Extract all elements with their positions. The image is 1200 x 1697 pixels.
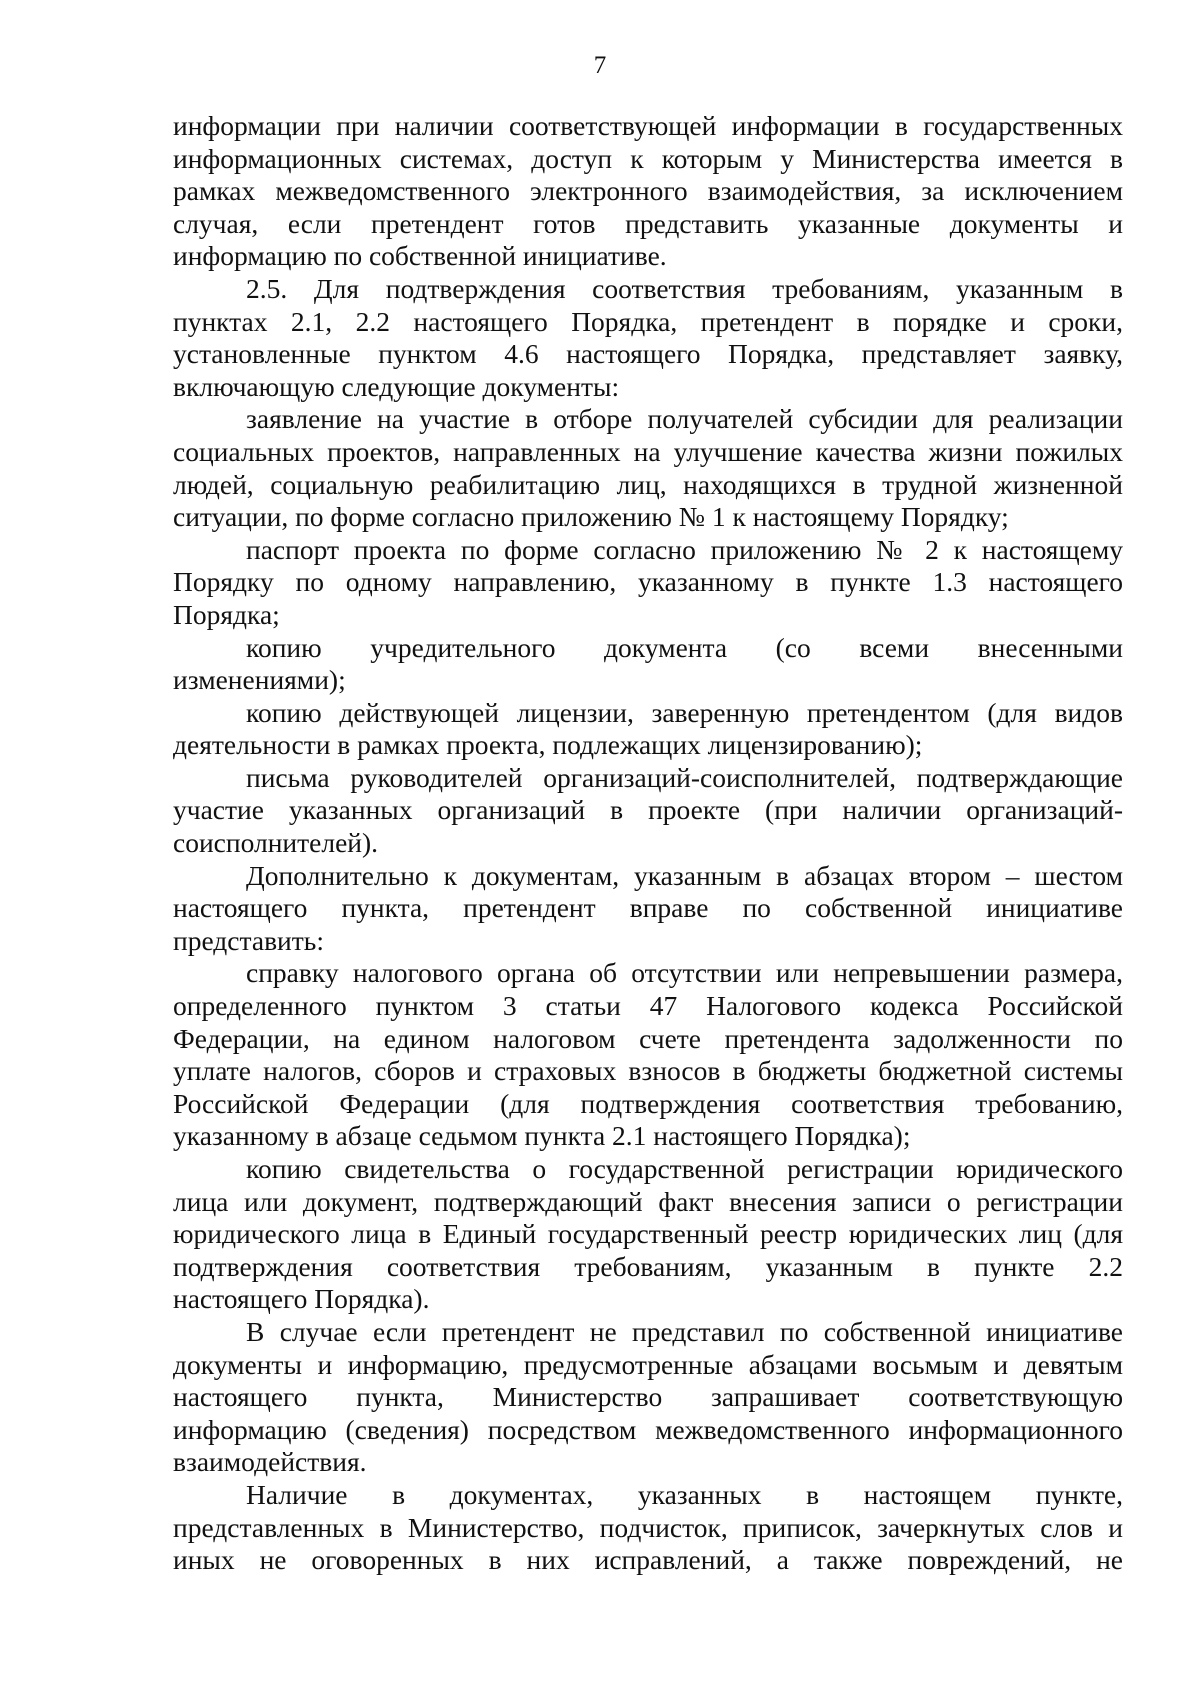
paragraph-line: соисполнителей).: [173, 827, 379, 859]
paragraph-line: рамках межведомственного электронного взаимодействия, за исключением: [173, 175, 1123, 207]
paragraph-line: копию свидетельства о государственной регистрации юридического: [246, 1153, 1123, 1184]
paragraph-line: информацию по собственной инициативе.: [173, 240, 667, 272]
paragraph-line: 2.5. Для подтверждения соответствия требованиям, указанным в: [246, 272, 1123, 304]
paragraph-line: Федерации, на едином налоговом счете претендента задолженности по: [173, 1022, 1123, 1054]
paragraph-line: В случае если претендент не представил по собственной инициативе: [246, 1315, 1123, 1347]
paragraph-line: паспорт проекта по форме согласно приложению № 2 к настоящему: [246, 533, 1123, 565]
paragraph-line: информационных системах, доступ к которым у Министерства имеется в: [173, 142, 1123, 174]
paragraph-line: подтверждения соответствия требованиям, указанным в пункте 2.2: [173, 1250, 1123, 1282]
paragraph: [173, 1316, 1123, 1479]
paragraph-line: письма руководителей организаций-соисполнителей, подтверждающие: [246, 761, 1123, 793]
paragraph: [173, 1479, 1123, 1577]
paragraph-line: настоящего Порядка).: [173, 1283, 430, 1315]
paragraph-line: ситуации, по форме согласно приложению № 1 к настоящему Порядку;: [173, 501, 1009, 533]
paragraph-line: представить:: [173, 924, 324, 956]
paragraph-line: информацию (сведения) посредством межведомственного информационного: [173, 1413, 1123, 1445]
paragraph-line: взаимодействия.: [173, 1446, 367, 1478]
paragraph-line: уплате налогов, сборов и страховых взносов в бюджеты бюджетной системы: [173, 1055, 1123, 1087]
paragraph: [173, 273, 1123, 403]
paragraph-line: деятельности в рамках проекта, подлежащих лицензированию);: [173, 729, 923, 761]
paragraph-line: справку налогового органа об отсутствии или непревышении размера,: [246, 957, 1123, 989]
paragraph-line: определенного пунктом 3 статьи 47 Налогового кодекса Российской: [173, 990, 1123, 1022]
paragraph-line: документы и информацию, предусмотренные абзацами восьмым и девятым: [173, 1348, 1123, 1380]
paragraph-line: заявление на участие в отборе получателей субсидии для реализации: [246, 403, 1123, 435]
paragraph: [173, 534, 1123, 632]
paragraph-line: указанному в абзаце седьмом пункта 2.1 настоящего Порядка);: [173, 1120, 911, 1152]
paragraph: [173, 762, 1123, 860]
paragraph-line: информации при наличии соответствующей информации в государственных: [173, 110, 1123, 141]
paragraph-line: Российской Федерации (для подтверждения соответствия требованию,: [173, 1087, 1123, 1119]
paragraph-line: копию действующей лицензии, заверенную претендентом (для видов: [246, 696, 1123, 728]
paragraph-line: копию учредительного документа (со всеми внесенными: [246, 631, 1123, 663]
paragraph-line: настоящего пункта, Министерство запрашивает соответствующую: [173, 1381, 1123, 1413]
paragraph: [173, 403, 1123, 533]
paragraph: [173, 632, 1123, 697]
paragraph-line: представленных в Министерство, подчисток, приписок, зачеркнутых слов и: [173, 1511, 1123, 1543]
paragraph: [173, 860, 1123, 958]
document-body: [173, 110, 1123, 1577]
paragraph-line: иных не оговоренных в них исправлений, а также повреждений, не: [173, 1544, 1123, 1576]
paragraph: [173, 1153, 1123, 1316]
paragraph-line: Порядка;: [173, 598, 280, 630]
paragraph-line: Дополнительно к документам, указанным в абзацах втором – шестом: [246, 859, 1123, 891]
paragraph: [173, 110, 1123, 273]
paragraph-line: участие указанных организаций в проекте (при наличии организаций-: [173, 794, 1123, 826]
paragraph-line: настоящего пункта, претендент вправе по собственной инициативе: [173, 892, 1123, 924]
paragraph-line: лица или документ, подтверждающий факт внесения записи о регистрации: [173, 1185, 1123, 1217]
paragraph-line: Наличие в документах, указанных в настоящем пункте,: [246, 1478, 1123, 1510]
paragraph-line: социальных проектов, направленных на улучшение качества жизни пожилых: [173, 435, 1123, 467]
paragraph-line: включающую следующие документы:: [173, 370, 620, 402]
paragraph-line: случая, если претендент готов представить указанные документы и: [173, 207, 1123, 239]
paragraph: [173, 697, 1123, 762]
paragraph-line: Порядку по одному направлению, указанному в пункте 1.3 настоящего: [173, 566, 1123, 598]
paragraph-line: изменениями);: [173, 664, 346, 696]
paragraph-line: пунктах 2.1, 2.2 настоящего Порядка, претендент в порядке и сроки,: [173, 305, 1123, 337]
paragraph: [173, 957, 1123, 1153]
paragraph-line: людей, социальную реабилитацию лиц, находящихся в трудной жизненной: [173, 468, 1123, 500]
paragraph-line: установленные пунктом 4.6 настоящего Порядка, представляет заявку,: [173, 338, 1123, 370]
page-number: 7: [593, 52, 607, 79]
paragraph-line: юридического лица в Единый государственный реестр юридических лиц (для: [173, 1218, 1123, 1250]
